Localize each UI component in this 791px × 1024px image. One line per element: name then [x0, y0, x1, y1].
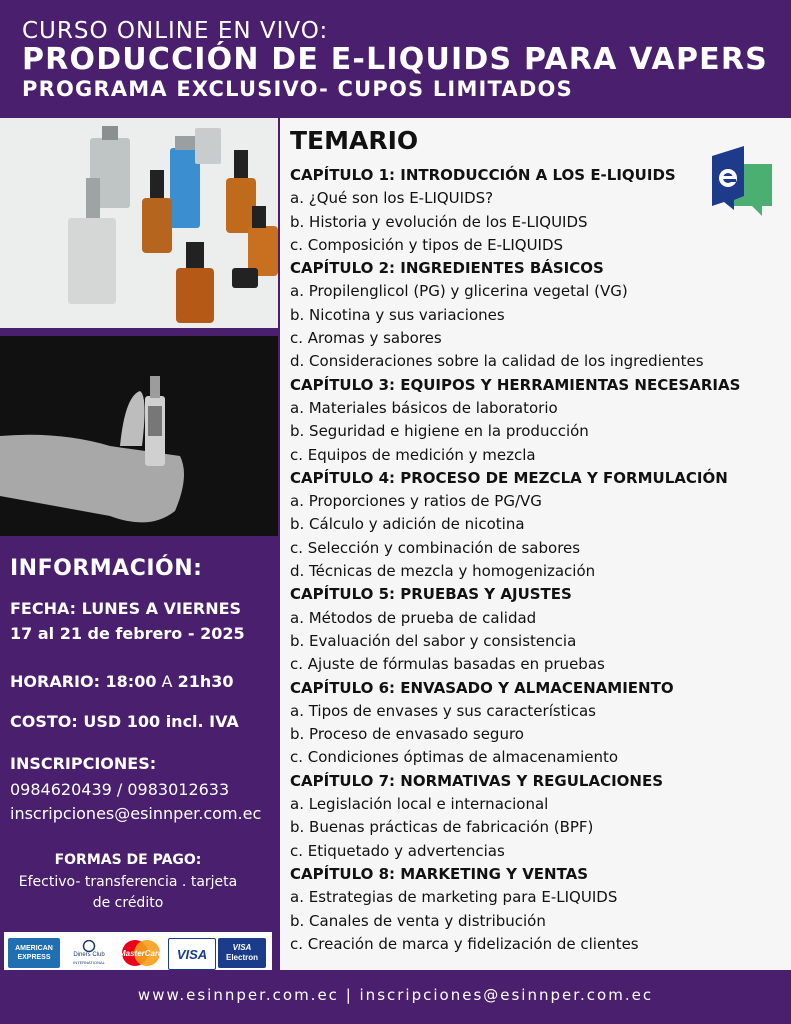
chapter-topic: c. Creación de marca y fidelización de clientes [290, 934, 639, 953]
horario-start: HORARIO: 18:00 [10, 672, 157, 691]
chapter-topic: b. Cálculo y adición de nicotina [290, 515, 525, 534]
course-title: PRODUCCIÓN DE E-LIQUIDS PARA VAPERS [22, 42, 768, 77]
mastercard-label: MasterCard [118, 949, 164, 958]
chapter-topic: c. Aromas y sabores [290, 329, 442, 348]
chapter-topic: b. Historia y evolución de los E-LIQUIDS [290, 212, 588, 231]
chapter-topic: b. Seguridad e higiene en la producción [290, 422, 589, 441]
formas-de-pago-title: FORMAS DE PAGO: [54, 852, 202, 868]
chapter-topic: a. ¿Qué son los E-LIQUIDS? [290, 189, 494, 208]
info-title: INFORMACIÓN: [10, 556, 203, 581]
formas-de-pago-text [0, 872, 256, 914]
chapter-heading: CAPÍTULO 2: INGREDIENTES BÁSICOS [290, 259, 604, 278]
inscripciones-email: inscripciones@esinnper.com.ec [10, 804, 262, 823]
hand-holding-vape-photo [0, 336, 278, 536]
chapter-heading: CAPÍTULO 7: NORMATIVAS Y REGULACIONES [290, 771, 664, 790]
amex-line-2: EXPRESS [17, 954, 51, 961]
electron-line-1: VISA [232, 943, 252, 952]
chapter-topic: b. Nicotina y sus variaciones [290, 305, 505, 324]
header-subtitle: CURSO ONLINE EN VIVO: [22, 18, 329, 44]
visa-card-icon [168, 938, 216, 970]
chapter-topic: c. Condiciones óptimas de almacenamiento [290, 748, 619, 767]
chapter-topic: c. Selección y combinación de sabores [290, 538, 581, 557]
phone-numbers: 0984620439 / 0983012633 [10, 780, 230, 799]
hand-vape-illustration [0, 336, 278, 536]
chapter-heading: CAPÍTULO 4: PROCESO DE MEZCLA Y FORMULACIÓN [290, 468, 728, 487]
visa-electron-card-icon [218, 938, 266, 968]
chapter-topic: b. Proceso de envasado seguro [290, 725, 524, 744]
mastercard-circles-icon [118, 938, 164, 968]
fecha-days: FECHA: LUNES A VIERNES [10, 599, 242, 618]
diners-line-2: INTERNATIONAL [73, 960, 105, 965]
vape-devices-and-eliquid-bottles-photo [0, 118, 278, 328]
temario-title: TEMARIO [290, 126, 419, 155]
pago-line-2: de crédito [92, 895, 164, 911]
chapter-topic: c. Equipos de medición y mezcla [290, 445, 536, 464]
chapter-topic: b. Evaluación del sabor y consistencia [290, 631, 577, 650]
chapter-topic: c. Ajuste de fórmulas basadas en pruebas [290, 655, 605, 674]
header-banner [0, 0, 791, 118]
costo: COSTO: USD 100 incl. IVA [10, 712, 239, 731]
temario-list [290, 164, 790, 956]
electron-line-2: Electron [225, 953, 258, 962]
fecha-dates: 17 al 21 de febrero - 2025 [10, 624, 245, 643]
diners-line-1: Diners Club [73, 952, 105, 958]
chapter-topic: a. Tipos de envases y sus características [290, 701, 596, 720]
chapter-topic: c. Composición y tipos de E-LIQUIDS [290, 235, 564, 254]
chapter-topic: a. Métodos de prueba de calidad [290, 608, 537, 627]
inscripciones-title: INSCRIPCIONES: [10, 754, 157, 773]
diners-card-icon [64, 938, 114, 968]
chapter-heading: CAPÍTULO 5: PRUEBAS Y AJUSTES [290, 585, 572, 604]
chapter-topic: b. Buenas prácticas de fabricación (BPF) [290, 818, 594, 837]
header-tagline: PROGRAMA EXCLUSIVO- CUPOS LIMITADOS [22, 77, 573, 101]
chapter-topic: c. Etiquetado y advertencias [290, 841, 505, 860]
chapter-topic: a. Propilenglicol (PG) y glicerina vegetal (VG) [290, 282, 628, 301]
diners-circle-icon [82, 940, 96, 952]
chapter-topic: b. Canales de venta y distribución [290, 911, 546, 930]
chapter-topic: a. Legislación local e internacional [290, 795, 549, 814]
horario-separator: A [156, 672, 178, 691]
info-panel [0, 542, 278, 970]
horario [10, 672, 234, 691]
chapter-topic: a. Estrategias de marketing para E-LIQUIDS [290, 888, 618, 907]
chapter-topic: a. Materiales básicos de laboratorio [290, 398, 558, 417]
chapter-heading: CAPÍTULO 8: MARKETING Y VENTAS [290, 864, 589, 883]
footer-contact: www.esinnper.com.ec | inscripciones@esinnper.com.ec [137, 986, 654, 1004]
horario-end: 21h30 [177, 672, 234, 691]
vape-products-illustration [0, 118, 278, 328]
mastercard-card-icon [118, 938, 164, 968]
chapter-topic: d. Consideraciones sobre la calidad de los ingredientes [290, 352, 704, 371]
pago-line-1: Efectivo- transferencia . tarjeta [18, 874, 238, 890]
chapter-topic: d. Técnicas de mezcla y homogenización [290, 562, 596, 581]
chapter-topic: a. Proporciones y ratios de PG/VG [290, 492, 542, 511]
amex-card-icon [8, 938, 60, 968]
temario-panel [280, 118, 791, 970]
chapter-heading: CAPÍTULO 6: ENVASADO Y ALMACENAMIENTO [290, 678, 674, 697]
chapter-heading: CAPÍTULO 3: EQUIPOS Y HERRAMIENTAS NECESARIAS [290, 375, 741, 394]
visa-label: VISA [176, 946, 208, 962]
amex-line-1: AMERICAN [15, 945, 53, 952]
footer-banner [0, 970, 791, 1024]
chapter-heading: CAPÍTULO 1: INTRODUCCIÓN A LOS E-LIQUIDS [290, 166, 676, 184]
